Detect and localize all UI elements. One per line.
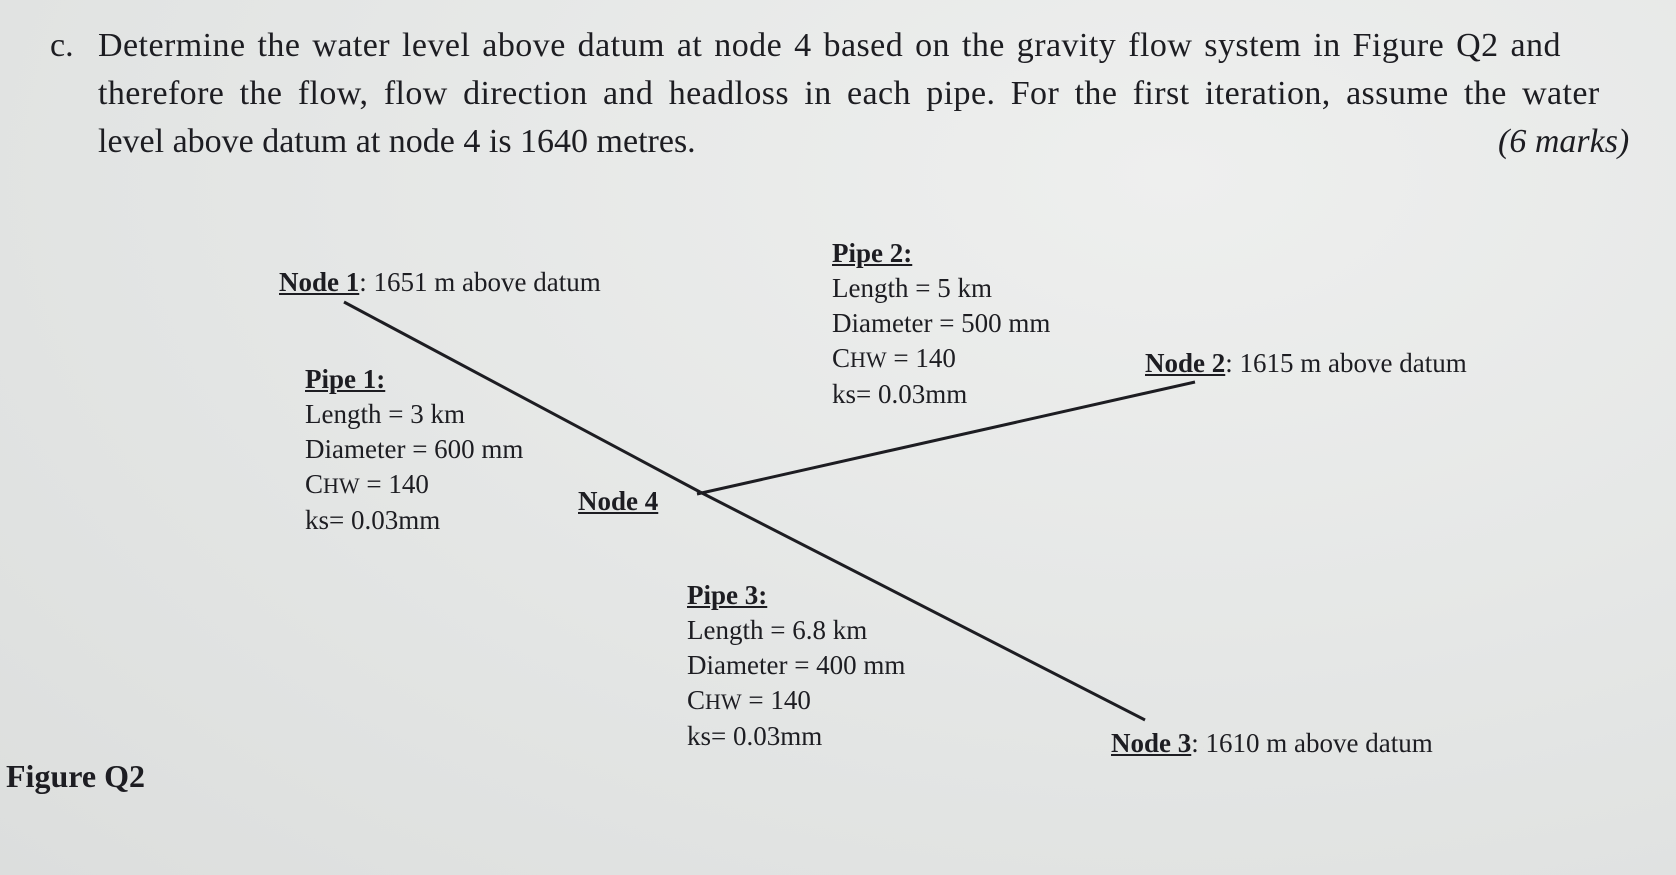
question-line-3: level above datum at node 4 is 1640 metres. <box>98 123 696 160</box>
pipe-2-length: Length = 5 km <box>832 273 992 303</box>
pipe-2-chw: CHW = 140 <box>832 343 956 373</box>
node-3-label <box>1111 726 1433 761</box>
node-4-label <box>578 484 658 519</box>
pipe-1-ks: ks= 0.03mm <box>305 505 441 535</box>
pipe-1-diameter: Diameter = 600 mm <box>305 434 524 464</box>
pipe-3-diameter: Diameter = 400 mm <box>687 650 906 680</box>
node-1-name: Node 1 <box>279 267 360 297</box>
pipe-2-properties <box>832 236 1050 412</box>
node-1-label <box>279 265 601 300</box>
node-1-level: : 1651 m above datum <box>359 267 601 297</box>
node-2-label <box>1145 346 1467 381</box>
node-2-name: Node 2 <box>1145 348 1226 378</box>
pipe-3-title: Pipe 3: <box>687 580 768 610</box>
node-2-level: : 1615 m above datum <box>1225 348 1467 378</box>
question-line-2: therefore the flow, flow direction and headloss in each pipe. For the first iteration, assume the water <box>98 75 1600 112</box>
pipe-1-properties <box>305 362 523 538</box>
node-3-name: Node 3 <box>1111 728 1192 758</box>
question-marks: (6 marks) <box>1498 123 1630 160</box>
question-line-1: Determine the water level above datum at node 4 based on the gravity flow system in Figure Q2 and <box>98 27 1561 64</box>
figure-caption: Figure Q2 <box>6 758 145 794</box>
node-4-name: Node 4 <box>578 486 659 516</box>
pipe-2-diameter: Diameter = 500 mm <box>832 308 1051 338</box>
pipe-3-ks: ks= 0.03mm <box>687 721 823 751</box>
pipe-3-properties <box>687 578 905 754</box>
pipe-3-chw: CHW = 140 <box>687 685 811 715</box>
pipe-1-title: Pipe 1: <box>305 364 386 394</box>
question-letter: c. <box>50 27 74 64</box>
pipe-1-chw: CHW = 140 <box>305 469 429 499</box>
pipe-2-ks: ks= 0.03mm <box>832 379 968 409</box>
pipe-3-length: Length = 6.8 km <box>687 615 868 645</box>
pipe-1-length: Length = 3 km <box>305 399 465 429</box>
pipe-2-title: Pipe 2: <box>832 238 913 268</box>
node-3-level: : 1610 m above datum <box>1191 728 1433 758</box>
